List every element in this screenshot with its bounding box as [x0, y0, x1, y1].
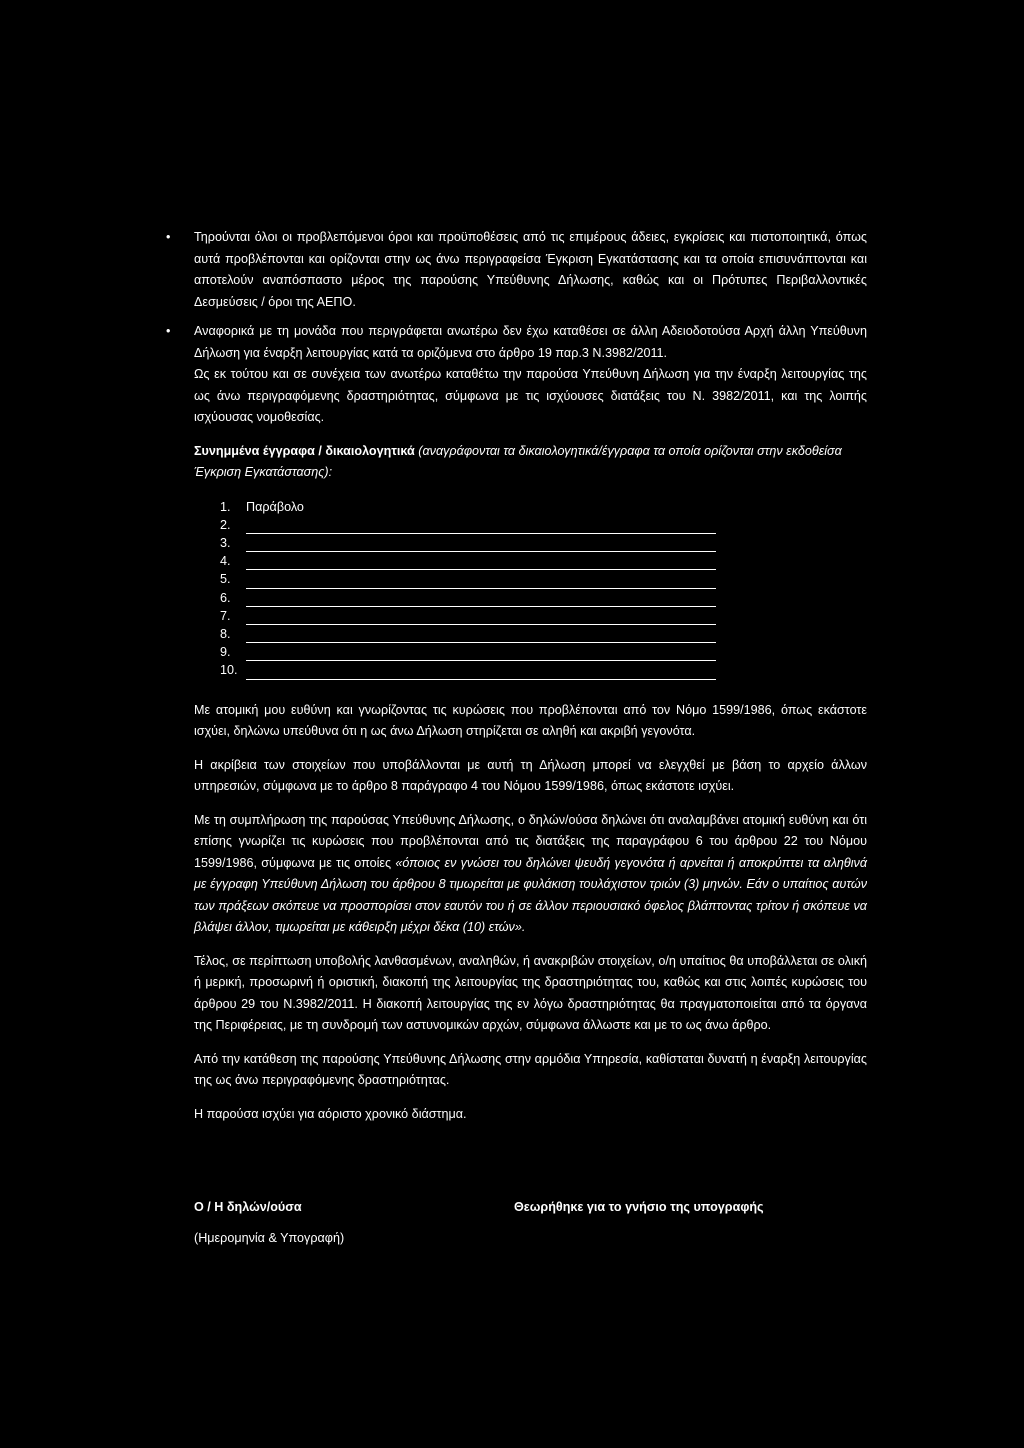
attachment-blank-line[interactable]	[246, 554, 716, 570]
completion-quote: «όποιος εν γνώσει του δηλώνει ψευδή γεγονότα ή αρνείται ή αποκρύπτει τα αληθινά με έγγραφη Υπεύθυνη Δήλωση του άρθρου 8 τιμωρείται με φυλάκιση τουλάχιστον τριών (3) μηνών. Εάν ο υπαίτιος αυτών των πράξεων σκόπευε να προσπορίσει στον εαυτόν του ή σε άλλον περιουσιακό όφελος βλάπτοντας τρίτον ή σκόπευε να βλάψει άλλον, τιμωρείται με κάθειρξη μέχρι δέκα (10) ετών».	[194, 855, 868, 935]
responsibility-paragraph: Με ατομική μου ευθύνη και γνωρίζοντας τις κυρώσεις που προβλέπονται από τον Νόμο 1599/1986, όπως εκάστοτε ισχύει, δηλώνω υπεύθυνα ότι η ως άνω Δήλωση στηρίζεται σε αληθή και ακριβή γεγονότα.	[194, 702, 867, 739]
attachment-blank-line[interactable]	[246, 627, 716, 643]
attachment-item	[220, 516, 867, 534]
attachment-item	[220, 607, 867, 625]
attachment-number: 8.	[220, 626, 231, 641]
attachment-number: 9.	[220, 645, 231, 660]
certification-label: Θεωρήθηκε για το γνήσιο της υπογραφής	[514, 1200, 764, 1214]
attachment-blank-line[interactable]	[246, 609, 716, 625]
attachment-blank-line[interactable]	[246, 591, 716, 607]
attachments-list	[220, 498, 867, 680]
bullet-icon: •	[166, 230, 171, 244]
attachment-text: Παράβολο	[246, 499, 304, 514]
declarant-label: Ο / Η δηλών/ούσα	[194, 1200, 302, 1214]
attachment-number: 4.	[220, 554, 231, 569]
attachment-number: 2.	[220, 517, 231, 532]
attachment-blank-line[interactable]	[246, 536, 716, 552]
document-body	[166, 227, 868, 1137]
attachment-item	[220, 589, 867, 607]
bullet-icon: •	[166, 324, 171, 338]
intro-paragraph: Ως εκ τούτου και σε συνέχεια των ανωτέρω καταθέτω την παρούσα Υπεύθυνη Δήλωση για την έναρξη λειτουργίας της ως άνω περιγραφόμενης δραστηριότητας, σύμφωνα με τις ισχύουσες διατάξεις του Ν. 3982/2011, και της λοιπής ισχύουσας νομοθεσίας.	[194, 367, 867, 424]
attachment-blank-line[interactable]	[246, 518, 716, 534]
attachment-blank-line[interactable]	[246, 573, 716, 589]
attachment-blank-line[interactable]	[246, 664, 716, 680]
attachment-blank-line[interactable]	[246, 645, 716, 661]
attachment-number: 10.	[220, 663, 238, 678]
attachments-heading	[194, 441, 867, 484]
attachment-item	[220, 625, 867, 643]
attachment-item	[220, 643, 867, 661]
attachment-number: 6.	[220, 590, 231, 605]
attachments-heading-bold: Συνημμένα έγγραφα / δικαιολογητικά	[194, 443, 415, 458]
attachment-number: 7.	[220, 608, 231, 623]
submission-paragraph: Από την κατάθεση της παρούσης Υπεύθυνης Δήλωσης στην αρμόδια Υπηρεσία, καθίσταται δυνατή η έναρξη λειτουργίας της ως άνω περιγραφόμενης δραστηριότητας.	[194, 1051, 867, 1088]
attachment-item	[220, 552, 867, 570]
attachments-heading-note: (αναγράφονται τα δικαιολογητικά/έγγραφα τα οποία ορίζονται στην εκδοθείσα Έγκριση Εγκατάστασης):	[194, 443, 842, 479]
attachment-number: 1.	[220, 499, 231, 514]
attachment-number: 5.	[220, 572, 231, 587]
condition-text: Αναφορικά με τη μονάδα που περιγράφεται ανωτέρω δεν έχω καταθέσει σε άλλη Αδειοδοτούσα Αρχή άλλη Υπεύθυνη Δήλωση για έναρξη λειτουργίας κατά τα οριζόμενα στο άρθρο 19 παρ.3 Ν.3982/2011.	[194, 324, 867, 360]
condition-text: Τηρούνται όλοι οι προβλεπόμενοι όροι και προϋποθέσεις από τις επιμέρους άδειες, εγκρίσεις και πιστοποιητικά, όπως αυτά προβλέπονται και ορίζονται στην ως άνω περιγραφείσα Έγκριση Εγκατάστασης και τα οποία επισυνάπτονται και αποτελούν αναπόσπαστο μέρος της παρούσης Υπεύθυνης Δήλωσης, καθώς και οι Πρότυπες Περιβαλλοντικές Δεσμεύσεις / όροι της ΑΕΠΟ.	[194, 230, 867, 309]
attachment-item	[220, 570, 867, 588]
attachment-item	[220, 534, 867, 552]
attachment-item	[220, 498, 867, 516]
attachment-item	[220, 661, 867, 679]
list-item	[166, 227, 867, 313]
conditions-list	[166, 227, 867, 364]
date-signature-label: (Ημερομηνία & Υπογραφή)	[194, 1231, 345, 1245]
completion-paragraph	[194, 810, 867, 939]
penalties-paragraph: Τέλος, σε περίπτωση υποβολής λανθασμένων, αναληθών, ή ανακριβών στοιχείων, ο/η υπαίτιος θα υποβάλλεται σε ολική ή μερική, προσωρινή ή οριστική, διακοπή της λειτουργίας της δραστηριότητας του, καθώς και στις λοιπές κυρώσεις του άρθρου 29 του Ν.3982/2011. Η διακοπή λειτουργίας της εν λόγω δραστηριότητας θα πραγματοποιείται από τα όργανα της Περιφέρειας, με τη συνδρομή των αστυνομικών αρχών, σύμφωνα άλλωστε και με το ως άνω άρθρο.	[194, 953, 867, 1033]
list-item	[166, 321, 867, 364]
attachment-number: 3.	[220, 535, 231, 550]
validity-paragraph: Η παρούσα ισχύει για αόριστο χρονικό διάστημα.	[194, 1106, 467, 1121]
verification-paragraph: Η ακρίβεια των στοιχείων που υποβάλλονται με αυτή τη Δήλωση μπορεί να ελεγχθεί με βάση το αρχείο άλλων υπηρεσιών, σύμφωνα με το άρθρο 8 παράγραφο 4 του Νόμου 1599/1986, όπως εκάστοτε ισχύει.	[194, 757, 867, 794]
completion-text: Με τη συμπλήρωση της παρούσας Υπεύθυνης Δήλωσης, ο δηλών/ούσα δηλώνει ότι αναλαμβάνει ατομική ευθύνη και ότι επίσης γνωρίζει τις κυρώσεις που προβλέπονται από τις διατάξεις της παραγράφου 6 του άρθρου 22 του Νόμου 1599/1986, σύμφωνα με τις οποίες	[194, 812, 867, 870]
